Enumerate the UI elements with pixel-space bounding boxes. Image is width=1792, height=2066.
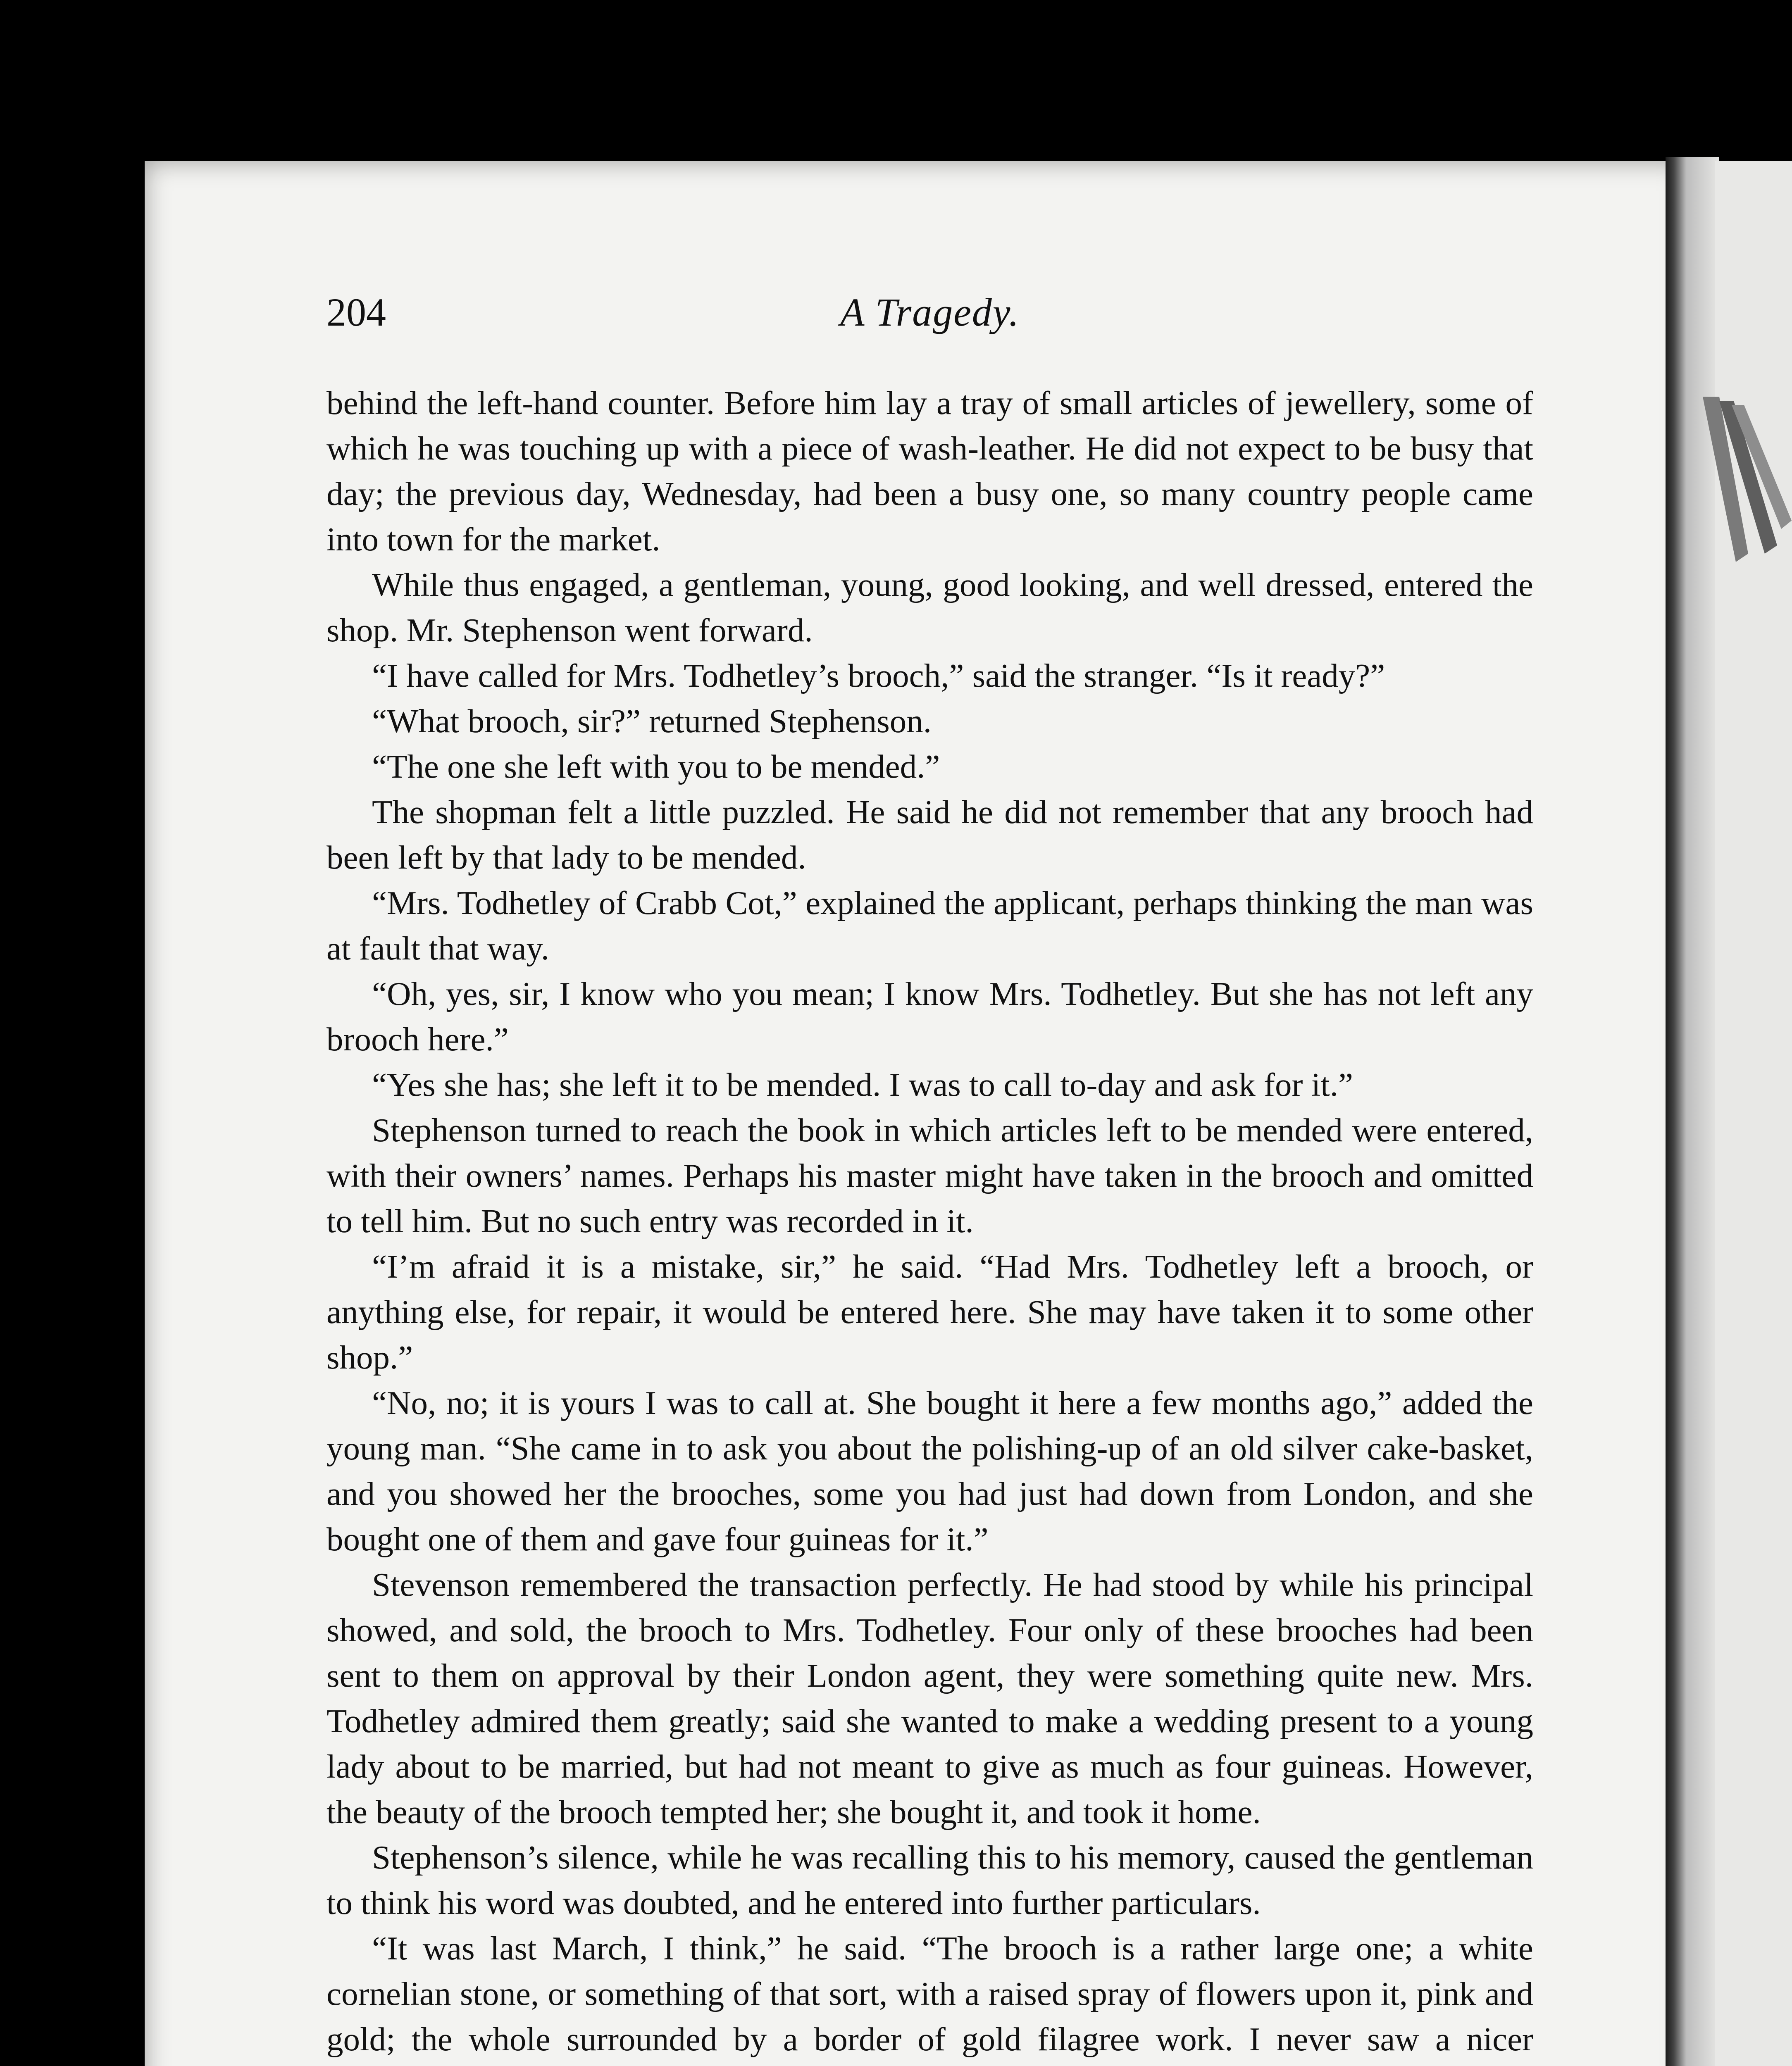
paragraph: Stephenson turned to reach the book in which articles left to be mended were entered, with their owners’ names. Perhaps his master might have taken in the brooch and omitted to tell him. But no such entry was recorded in it. — [326, 1112, 1533, 1240]
paragraph: Stevenson remembered the transaction perfectly. He had stood by while his principal showed, and sold, the brooch to Mrs. Todhetley. Four only of these brooches had been sent to them on approval by their London agent, they were something quite new. Mrs. Todhetley admired them greatly; said she wanted to make a wedding present to a young lady about to be married, but had not meant to give as much as four guineas. However, the beauty of the brooch tempted her; she bought it, and took it home. — [326, 1566, 1533, 1830]
paragraph: “I’m afraid it is a mistake, sir,” he said. “Had Mrs. Todhetley left a brooch, or anything else, for repair, it would be entered here. She may have taken it to some other shop.” — [326, 1248, 1533, 1376]
paragraph: “I have called for Mrs. Todhetley’s brooch,” said the stranger. “Is it ready?” — [372, 657, 1385, 694]
paragraph: “The one she left with you to be mended.” — [372, 748, 940, 785]
page-number: 204 — [326, 290, 386, 334]
body-text — [326, 380, 1533, 2066]
page-header — [326, 289, 1533, 351]
paragraph: “Mrs. Todhetley of Crabb Cot,” explained the applicant, perhaps thinking the man was at fault that way. — [326, 884, 1533, 967]
paragraph: While thus engaged, a gentleman, young, good looking, and well dressed, entered the shop. Mr. Stephenson went forward. — [326, 566, 1533, 649]
paragraph: “It was last March, I think,” he said. “The brooch is a rather large one; a white cornelian stone, or something of that sort, with a raised spray of flowers upon it, pink and gold; the whole surrounded by a border of gold filagree work. I never saw a nicer — [326, 1930, 1533, 2058]
paragraph: “Yes she has; she left it to be mended. I was to call to-day and ask for it.” — [372, 1066, 1353, 1103]
paragraph: “No, no; it is yours I was to call at. She bought it here a few months ago,” added the young man. “She came in to ask you about the polishing-up of an old silver cake-basket, and you showed her the brooches, some you had just had down from London, and she bought one of them and gave four guineas for it.” — [326, 1384, 1533, 1558]
running-title: A Tragedy. — [840, 290, 1020, 334]
bookmark-ribbon-icon — [1694, 397, 1792, 570]
paragraph: behind the left-hand counter. Before him lay a tray of small articles of jewellery, some of which he was touching up with a piece of wash-leather. He did not expect to be busy that day; the previous day, Wednesday, had been a busy one, so many country people came into town for the market. — [326, 384, 1533, 558]
paragraph: “What brooch, sir?” returned Stephenson. — [372, 702, 932, 740]
paragraph: “Oh, yes, sir, I know who you mean; I know Mrs. Todhetley. But she has not left any brooch here.” — [326, 975, 1533, 1058]
paragraph: Stephenson’s silence, while he was recalling this to his memory, caused the gentleman to think his word was doubted, and he entered into further particulars. — [326, 1839, 1533, 1921]
paragraph: The shopman felt a little puzzled. He said he did not remember that any brooch had been left by that lady to be mended. — [326, 793, 1533, 876]
